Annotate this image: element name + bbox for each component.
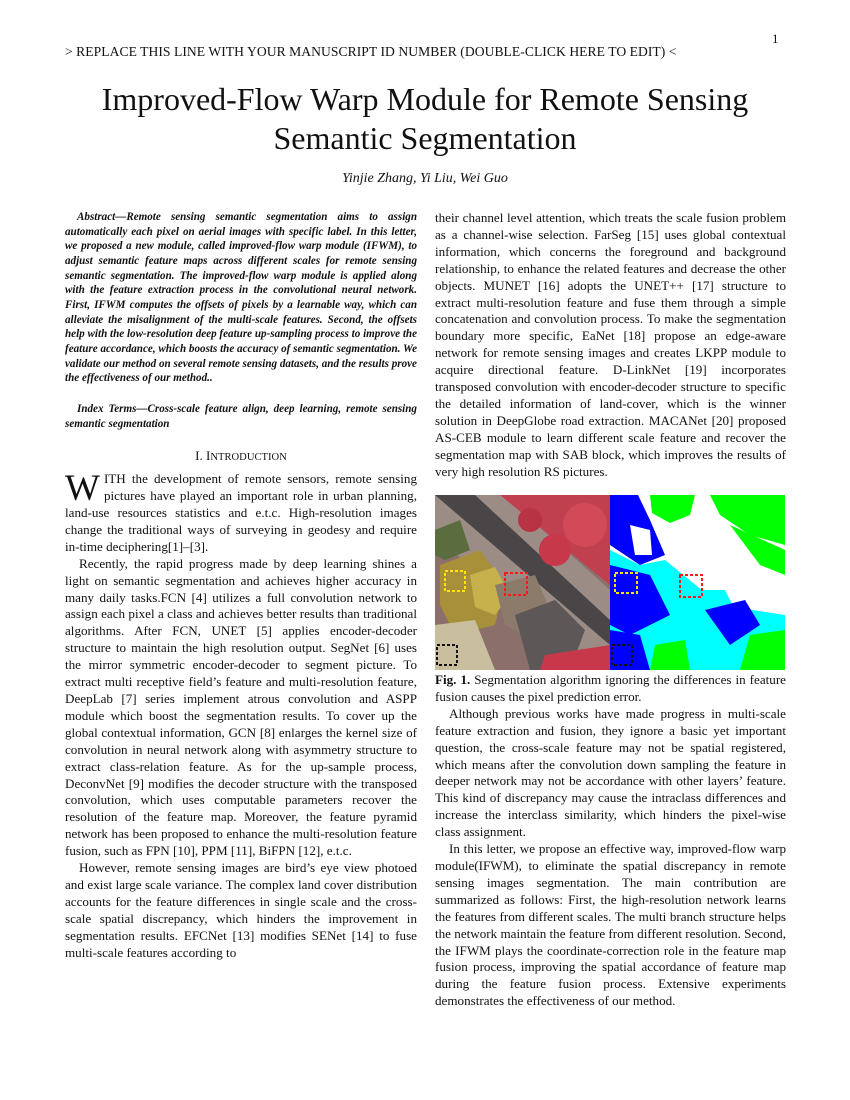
segmentation-map	[610, 495, 785, 670]
paper-title	[40, 80, 810, 158]
section-heading-introduction: I. INTRODUCTION	[195, 448, 287, 464]
figure-label: Fig. 1.	[435, 672, 471, 687]
index-terms-body: Cross-scale feature align, deep learning, remote sensing semantic segmentation	[65, 402, 417, 430]
intro-paragraph-1: WITH the development of remote sensors, remote sensing pictures have played an important role in urban planning, land-use resources statistics and e.t.c. High-resolution images change the traditional ways of surveying in geodesy and require in-time deciphering[1]–[3].	[65, 468, 417, 554]
right-column-upper	[435, 210, 786, 481]
right-paragraph-1: their channel level attention, which treats the scale fusion problem as a channel-wise selection. FarSeg [15] uses global contextual information, which concerns the foreground and background relationship, to enhance the related features and decrease the other objects. MUNET [16] adopts the UNET++ [17] structure to extract multi-resolution feature and fuse them through a simple concatenation and convolution process. To make the segmentation boundary more specific, EaNet [18] propose an edge-aware network for remote sensing images and creates LKPP module to acquire directional feature. D-LinkNet [19] incorporates transposed convolution with encoder-decoder structure to specific the detailed information of land-cover, which is the winner solution in DeepGlobe road extraction. MACANet [20] proposed AS-CEB module to learn different scale feature and recover the segmentation map with SAB block, which improves the results of very high resolution RS pictures.	[435, 210, 786, 479]
abstract-body: Remote sensing semantic segmentation aims to assign automatically each pixel on aerial images with specific label. In this letter, we proposed a new module, called improved-flow warp module (IFWM), to adjust semantic feature maps across different scales for remote sensing semantic segmentation. The improved-flow warp module is applied along with the feature extraction process in the convolutional neural network. First, IFWM computes the offsets of pixels by a learnable way, which can alleviate the misalignment of the multi-scale features. Second, the offsets help with the low-resolution deep feature up-sampling process to improve the feature accordance, which boosts the accuracy of semantic segmentation. We validate our method on several remote sensing datasets, and the results prove the effectiveness of our method..	[65, 211, 417, 385]
author-list: Yinjie Zhang, Yi Liu, Wei Guo	[342, 171, 508, 186]
index-terms: Index Terms—Cross-scale feature align, deep learning, remote sensing semantic segmentation	[65, 402, 417, 430]
right-paragraph-2: Although previous works have made progress in multi-scale feature extraction and fusion, they ignore a basic yet important question, the cross-scale feature may not be spatial registered, which means after the convolution down sampling the feature in deeper network may not be accordance with other layers’ feature. This kind of discrepancy may cause the intraclass differences and increase the interclass similarity, which hinders the pixel-wise class assignment.	[435, 705, 786, 840]
figure-caption: Fig. 1. Segmentation algorithm ignoring the differences in feature fusion causes the pixel prediction error.	[435, 672, 786, 704]
abstract: Abstract—Remote sensing semantic segmentation aims to assign automatically each pixel on aerial images with specific label. In this letter, we proposed a new module, called improved-flow warp module (IFWM), to adjust semantic feature maps across different scales for remote sensing semantic segmentation. The improved-flow warp module is applied along with the feature extraction process in the convolutional neural network. First, IFWM computes the offsets of pixels by a learnable way, which can alleviate the misalignment of the multi-scale features. Second, the offsets help with the low-resolution deep feature up-sampling process to improve the feature accordance, which boosts the accuracy of semantic segmentation. We validate our method on several remote sensing datasets, and the results prove the effectiveness of our method..	[65, 211, 417, 385]
intro-paragraph-2: Recently, the rapid progress made by deep learning shines a light on semantic segmentation and achieves higher accuracy in many daily tasks.FCN [4] utilizes a full convolution network to assign each pixel a class and achieves better results than traditional algorithms. After FCN, UNET [5] applies encoder-decoder structure to maintain the high resolution output. SegNet [6] uses the mirror symmetric encoder-decoder to segment picture. To extract multi receptive field’s feature and multi-resolution feature, DeepLab [7] series implement atrous convolution and ASPP module which boost the segmentation results. To cover up the global contextual information, GCN [8] enlarges the kernel size of convolution in neural network along with asymmetry structure to extract class-relation feature. As for the up-sample process, DeconvNet [9] modifies the decoder structure with the transposed convolution, which uses computable parameters recover the resolution of the feature map. Moreover, the feature pyramid network has been proposed to enhance the multi-resolution feature fusion, such as FPN [10], PPM [11], BiFPN [12], e.t.c.	[65, 555, 417, 859]
index-terms-lead: Index Terms	[77, 402, 137, 415]
aerial-image-svg	[435, 495, 610, 670]
abstract-lead: Abstract	[77, 211, 116, 223]
title-line-1: Improved-Flow Warp Module for Remote Sensing	[101, 81, 749, 117]
page-number: 1	[772, 31, 779, 46]
figure-1	[435, 495, 785, 670]
left-column	[65, 210, 417, 961]
segmentation-map-svg	[610, 495, 785, 670]
aerial-image	[435, 495, 610, 670]
title-line-2: Semantic Segmentation	[273, 120, 577, 156]
intro-paragraph-3: However, remote sensing images are bird’s eye view photoed and exist large scale variance. The complex land cover distribution accounts for the feature differences in single scale and the cross-scale spatial discrepancy, which hinders the improvement in segmentation results. EFCNet [13] modifies SENet [14] to fuse multi-scale features according to	[65, 860, 417, 960]
right-paragraph-3: In this letter, we propose an effective way, improved-flow warp module(IFWM), to eliminate the spatial discrepancy in remote sensing images segmentation. The main contribution are summarized as follows: First, the high-resolution network learns the features from different scales. The multi branch structure helps the network maintain the feature from different resolution. Second, the IFWM plays the coordinate-correction role in the feature map fusion process, improving the spatial accordance of feature map during the feature fusion process. Extensive experiments demonstrates the effectiveness of our method.	[435, 841, 786, 1009]
manuscript-id-line[interactable]: > REPLACE THIS LINE WITH YOUR MANUSCRIPT ID NUMBER (DOUBLE-CLICK HERE TO EDIT) <	[65, 44, 677, 59]
drop-cap: W	[65, 468, 100, 510]
right-column-lower	[435, 672, 786, 1010]
